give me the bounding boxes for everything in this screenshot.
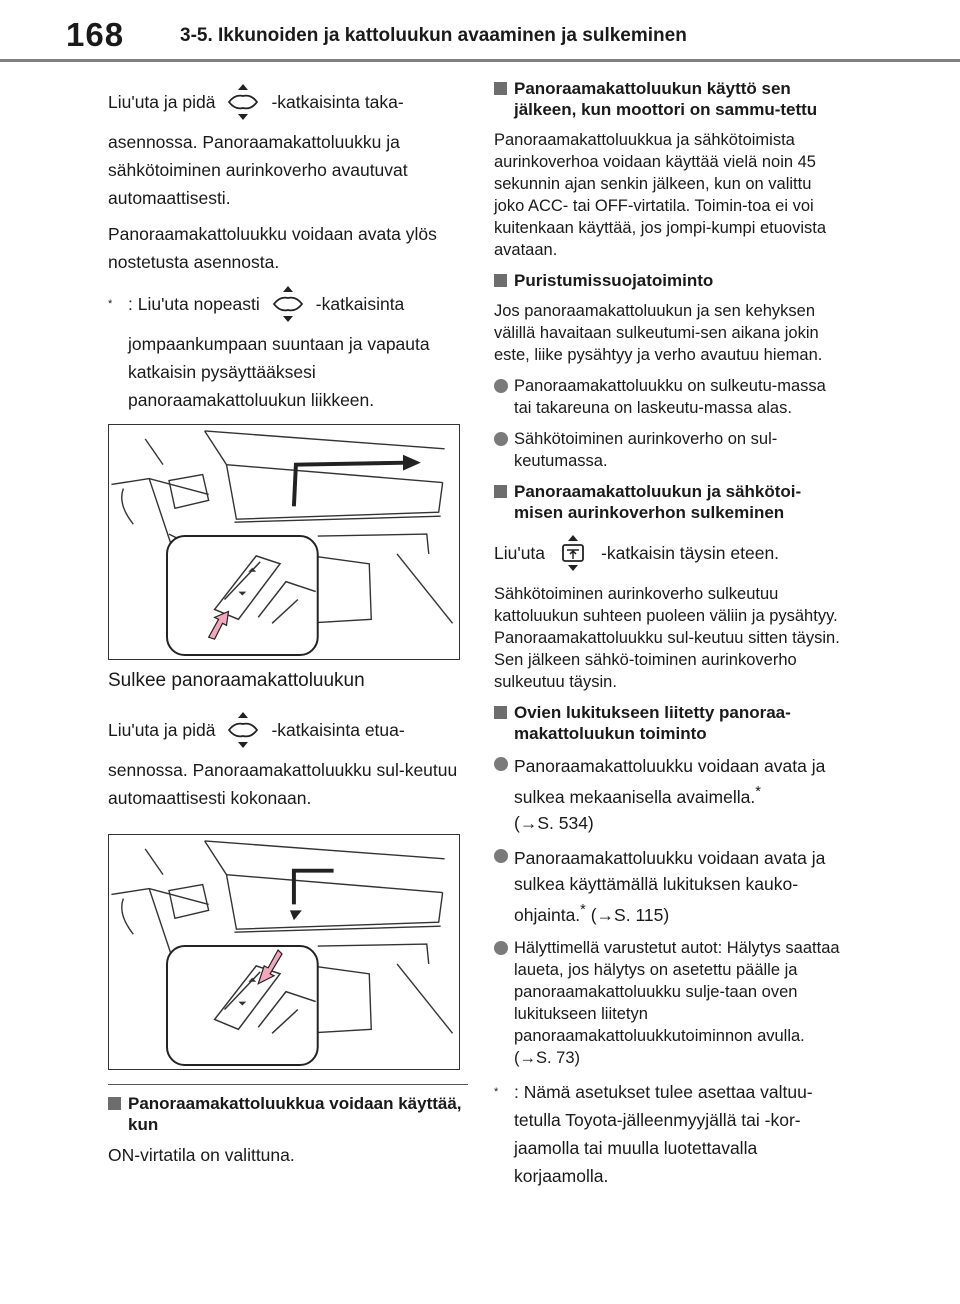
note-switch-line [128,284,468,324]
tilt-paragraph-2: Panoraamakattoluukku voidaan avata ylös nostetusta asennosta. [108,224,437,272]
gray-circle-icon [494,379,508,393]
bullet-item: Panoraamakattoluukku voidaan avata ja sulkea käyttämällä lukituksen kauko-ohjainta.* (→S. 115) [494,845,846,928]
gray-square-icon [494,274,507,287]
tilt-line-text-b: -katkaisinta taka- [271,92,404,112]
header-rule [0,59,960,62]
page-number: 168 [66,16,125,53]
gray-square-icon [494,706,507,719]
tilt-line-text-a: Liu'uta ja pidä [108,92,216,112]
figure-close [108,834,460,1070]
close-paragraph: sennossa. Panoraamakattoluukku sul-keutuu automaattisesti kokonaan. [108,760,458,808]
tilt-switch-icon [221,82,265,122]
section-heading-closing: Panoraamakattoluukun ja sähkötoi-misen aurinkoverhon sulkeminen [494,481,846,523]
note-rest: jompaankumpaan suuntaan ja vapauta katkaisin pysäyttääksesi panoraamakattoluukun liikkeen. [128,334,430,410]
figure-tilt-open [108,424,460,660]
gray-circle-icon [494,757,508,771]
slide-line-text-b: -katkaisin täysin eteen. [601,543,780,563]
section-text-jam-protection: Jos panoraamakattoluukun ja sen kehyksen välillä havaitaan sulkeutumi-sen aikana jokin este, liike pysähtyy ja verho avautuu hieman. [494,302,823,364]
section-text-conditions: ON-virtatila on valittuna. [108,1145,295,1165]
gray-square-icon [494,82,507,95]
note-asterisk: * [494,1085,499,1098]
section-heading-jam-protection: Puristumissuojatoiminto [494,270,846,291]
bullet-item: Panoraamakattoluukku voidaan avata ja sulkea mekaanisella avaimella.* (→S. 534) [494,753,846,836]
close-line-text-a: Liu'uta ja pidä [108,720,216,740]
gray-circle-icon [494,941,508,955]
gray-square-icon [494,485,507,498]
note-line-text-a: : Liu'uta nopeasti [128,294,260,314]
section-text-closing: Sähkötoiminen aurinkoverho sulkeutuu kattoluukun suhteen puoleen väliin ja pysähtyy. Panoraamakattoluukku sul-keutuu sitten täysin. Sen jälkeen sähkö-toiminen aurinkoverho sulkeutuu täysin. [494,585,840,691]
left-column [108,82,468,1175]
section-text-after-engine-off: Panoraamakattoluukkua ja sähkötoimista aurinkoverhoa voidaan käyttää vielä noin 45 sekunnin ajan senkin jälkeen, kun on valittu joko ACC- tai OFF-virtatila. Toimin-toa ei voi kuitenkaan käyttää, jos jompi-kumpi etuovista avataan. [494,131,826,259]
slide-instruction-line [494,533,846,573]
tilt-switch-icon [266,284,310,324]
tilt-switch-icon [221,710,265,750]
bullet-item: Sähkötoiminen aurinkoverho on sul-keutumassa. [494,428,846,472]
section-divider [108,1084,468,1085]
gray-circle-icon [494,849,508,863]
chapter-title: 3-5. Ikkunoiden ja kattoluukun avaaminen ja sulkeminen [180,25,687,46]
section-heading-conditions: Panoraamakattoluukkua voidaan käyttää, kun [108,1093,468,1135]
roof-switch-illustration-close [109,835,459,1069]
section-heading-door-lock: Ovien lukitukseen liitetty panoraa-makattoluukun toiminto [494,702,846,744]
bullet-item: Hälyttimellä varustetut autot: Hälytys saattaa laueta, jos hälytys on asetettu päälle ja panoraamakattoluukku sulje-taan oven lukitukseen liitetyn panoraamakattoluukkutoiminnon avulla. (→S. 73) [494,937,846,1069]
tilt-note [108,290,468,414]
tilt-paragraph-1: asennossa. Panoraamakattoluukku ja sähkötoiminen aurinkoverho avautuvat automaattisesti. [108,132,408,208]
tilt-instruction-line [108,82,468,122]
close-instruction-line [108,710,468,750]
roof-switch-illustration [109,425,459,659]
note-asterisk: * [108,298,113,310]
slide-switch-icon [551,533,595,573]
figure-caption: Sulkee panoraamakattoluukun [108,670,365,691]
section-heading-after-engine-off: Panoraamakattoluukun käyttö sen jälkeen, kun moottori on sammu-tettu [494,78,846,120]
right-column [494,78,846,1200]
settings-note: * : Nämä asetukset tulee asettaa valtuu-tetulla Toyota-jälleenmyyjällä tai -kor-jaamolla tai muulla luotettavalla korjaamolla. [494,1078,846,1190]
page-header [0,0,960,62]
gray-circle-icon [494,432,508,446]
slide-line-text-a: Liu'uta [494,543,546,563]
close-line-text-b: -katkaisinta etua- [271,720,405,740]
bullet-item: Panoraamakattoluukku on sulkeutu-massa tai takareuna on laskeutu-massa alas. [494,375,846,419]
gray-square-icon [108,1097,121,1110]
note-line-text-b: -katkaisinta [315,294,405,314]
